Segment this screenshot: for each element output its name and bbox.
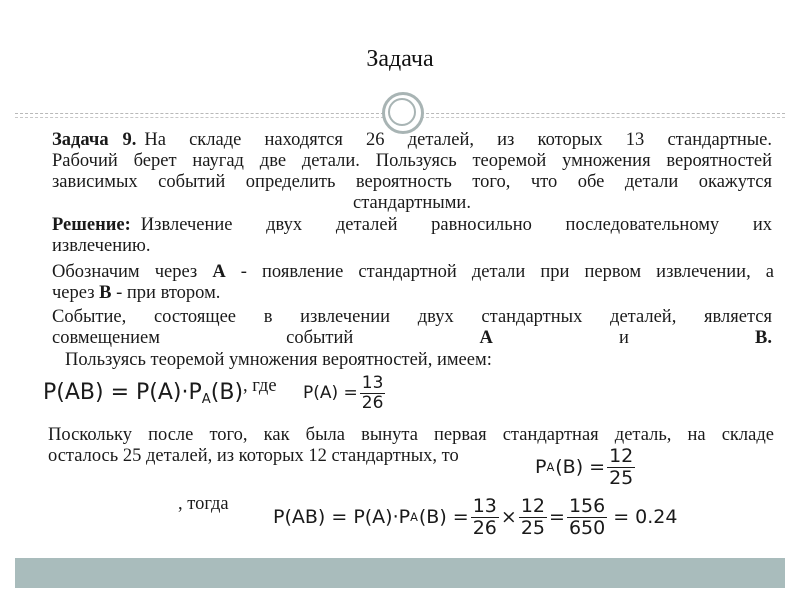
formula4-f2-den: 25: [520, 516, 546, 539]
problem-line-2: Рабочий берет наугад две детали. Пользуясь теоремой умножения вероятностей: [52, 151, 772, 171]
formula4-mid: (B) =: [418, 506, 469, 529]
notation-line-2-post: - при втором.: [116, 283, 221, 303]
formula4-result: = 0.24: [613, 506, 678, 529]
notation-text-post: - появление стандартной детали при первом извлечении, а: [240, 262, 775, 282]
formula-product-rule: [43, 380, 243, 407]
problem-line-1: [52, 130, 772, 151]
slide-title: Задача: [366, 46, 434, 72]
formula3-den: 25: [609, 466, 634, 489]
formula4-fraction-2: [519, 496, 547, 539]
formula4-eq: =: [549, 506, 565, 529]
formula3-fraction: [607, 446, 635, 489]
formula3-lhs2: (B) =: [555, 456, 606, 479]
formula4-f1-den: 26: [472, 516, 497, 539]
formula4-f1-num: 13: [472, 495, 497, 517]
event-a-symbol: А: [212, 262, 226, 282]
solution-line-1: [52, 215, 772, 236]
notation-line-2: [52, 283, 774, 304]
event-paragraph: [52, 307, 772, 349]
solution-line-1-text: Извлечение двух деталей равносильно последовательному их: [140, 215, 772, 235]
notation-line-1: [52, 262, 774, 283]
formula-p-a: [303, 374, 387, 412]
then-text: , тогда: [178, 494, 229, 514]
formula2-den: 26: [361, 392, 384, 413]
formula4-fraction-1: [471, 496, 499, 539]
theorem-text: Пользуясь теоремой умножения вероятностей, имеем:: [65, 350, 492, 370]
formula3-num: 12: [609, 445, 634, 467]
formula4-f2-num: 12: [520, 495, 546, 517]
event-line-1: Событие, состоящее в извлечении двух стандартных деталей, является: [52, 307, 772, 327]
notation-line-2-pre: через: [52, 283, 95, 303]
problem-statement: [52, 130, 772, 214]
formula-final: [273, 496, 677, 539]
formula1-rhs: (B): [210, 380, 244, 405]
notation-paragraph: [52, 262, 774, 304]
circle-ornament-inner-icon: [388, 98, 416, 126]
solution-paragraph: [52, 215, 772, 257]
formula4-fraction-3: [567, 496, 607, 539]
formula4-f3-num: 156: [568, 495, 606, 517]
problem-number: 9.: [122, 130, 137, 150]
formula3-sub: A: [546, 460, 555, 475]
event-word-2: событий: [286, 328, 354, 348]
formula1-lhs: P(AB) = P(A)·P: [43, 380, 202, 405]
formula4-sub: A: [410, 510, 418, 525]
footer-bar: [15, 558, 785, 588]
slide: [15, 10, 785, 588]
event-word-3: А: [479, 328, 493, 348]
event-word-4: и: [618, 328, 629, 348]
formula2-num: 13: [361, 373, 384, 393]
formula-pa-b: [535, 446, 637, 489]
solution-line-2: извлечению.: [52, 236, 151, 256]
problem-label: Задача: [52, 130, 109, 150]
event-word-1: совмещением: [52, 328, 160, 348]
since-line-2: осталось 25 деталей, из которых 12 стандартных, то: [48, 446, 459, 466]
formula4-f3-den: 650: [568, 516, 606, 539]
problem-line-1-text: На складе находятся 26 деталей, из которых 13 стандартные.: [144, 130, 772, 150]
problem-line-3: зависимых событий определить вероятность того, что обе детали окажутся: [52, 172, 772, 192]
formula2-fraction: [360, 374, 386, 412]
formula4-times: ×: [500, 506, 517, 529]
problem-line-4: стандартными.: [353, 193, 471, 213]
event-word-5: В.: [755, 328, 772, 348]
solution-label: Решение:: [52, 215, 131, 235]
where-text: , где: [243, 376, 277, 396]
since-paragraph: [48, 425, 774, 467]
notation-text-pre: Обозначим через: [52, 262, 198, 282]
formula2-lhs: P(A) =: [303, 383, 358, 404]
event-line-2: [52, 328, 772, 349]
since-line-1: Поскольку после того, как была вынута первая стандартная деталь, на складе: [48, 425, 774, 445]
formula1-sub: A: [201, 392, 211, 407]
formula4-lhs: P(AB) = P(A)·P: [273, 506, 411, 529]
formula3-lhs: P: [535, 456, 547, 479]
event-b-symbol: В: [99, 283, 112, 303]
